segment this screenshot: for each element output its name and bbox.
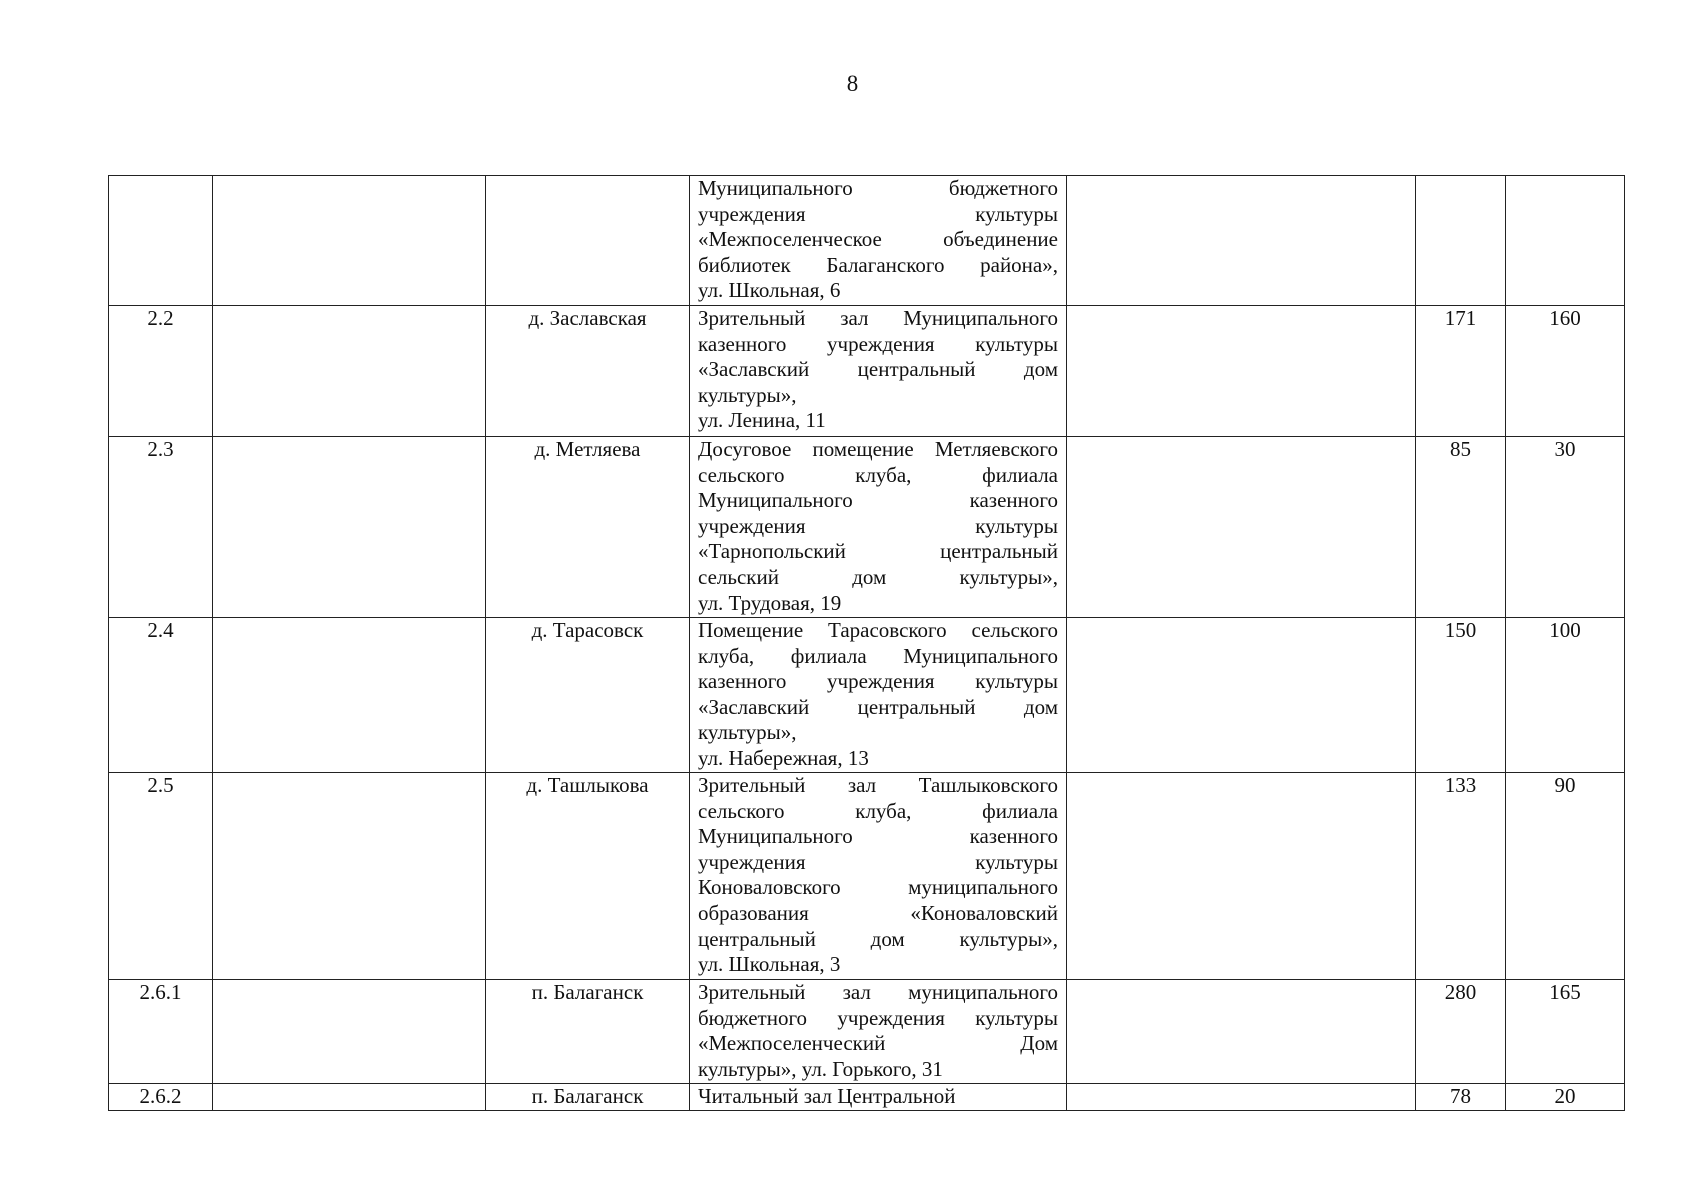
venue-text-line: Коноваловского муниципального xyxy=(698,875,1058,900)
district-cell xyxy=(213,618,486,773)
seats-cell: 90 xyxy=(1506,773,1625,980)
venue-text-line: ул. Ленина, 11 xyxy=(698,408,826,433)
note-cell xyxy=(1067,306,1416,437)
row-number-cell: 2.5 xyxy=(109,773,213,980)
table-row xyxy=(109,437,1625,618)
capacity-cell: 150 xyxy=(1416,618,1506,773)
venue-text-line: Зрительный зал муниципального xyxy=(698,980,1058,1004)
settlement-cell: д. Тарасовск xyxy=(486,618,690,773)
table-row xyxy=(109,176,1625,306)
seats-cell: 100 xyxy=(1506,618,1625,773)
venue-text-line: сельский дом культуры», xyxy=(698,564,1058,589)
venue-text-line: культуры», ул. Горького, 31 xyxy=(698,1056,943,1081)
venue-text-line: «Заславский центральный дом xyxy=(698,357,1058,382)
note-cell xyxy=(1067,618,1416,773)
district-cell xyxy=(213,306,486,437)
table-row xyxy=(109,1084,1625,1111)
venue-text-line: бюджетного учреждения культуры xyxy=(698,1005,1058,1030)
venue-cell xyxy=(690,618,1067,773)
venues-table xyxy=(108,175,1625,1111)
venue-text-line: «Заславский центральный дом xyxy=(698,694,1058,719)
venue-text-line: «Межпоселенческий Дом xyxy=(698,1031,1058,1056)
district-cell xyxy=(213,773,486,980)
venue-text-line: Досуговое помещение Метляевского xyxy=(698,437,1058,461)
note-cell xyxy=(1067,176,1416,306)
venue-text-line: ул. Трудовая, 19 xyxy=(698,590,842,615)
row-number-cell: 2.6.1 xyxy=(109,980,213,1084)
settlement-cell: п. Балаганск xyxy=(486,1084,690,1111)
settlement-cell: д. Метляева xyxy=(486,437,690,618)
row-number-cell xyxy=(109,176,213,306)
venue-text-line: культуры», xyxy=(698,720,797,745)
venue-text-line: ул. Школьная, 3 xyxy=(698,952,841,977)
table-row xyxy=(109,980,1625,1084)
seats-cell: 165 xyxy=(1506,980,1625,1084)
venue-text-line: казенного учреждения культуры xyxy=(698,331,1058,356)
row-number-cell: 2.3 xyxy=(109,437,213,618)
note-cell xyxy=(1067,1084,1416,1111)
table-row xyxy=(109,773,1625,980)
venue-cell xyxy=(690,306,1067,437)
capacity-cell xyxy=(1416,176,1506,306)
venue-cell xyxy=(690,773,1067,980)
venue-text-line: ул. Набережная, 13 xyxy=(698,745,869,770)
venue-text-line: «Тарнопольский центральный xyxy=(698,539,1058,564)
page-number: 8 xyxy=(846,71,859,96)
venue-cell xyxy=(690,176,1067,306)
venue-text-line: Зрительный зал Ташлыковского xyxy=(698,773,1058,797)
venue-text-line: библиотек Балаганского района», xyxy=(698,252,1058,277)
venue-text-line: Зрительный зал Муниципального xyxy=(698,306,1058,330)
venue-text-line: ул. Школьная, 6 xyxy=(698,278,841,303)
capacity-cell: 133 xyxy=(1416,773,1506,980)
capacity-cell: 171 xyxy=(1416,306,1506,437)
capacity-cell: 85 xyxy=(1416,437,1506,618)
venue-text-line: клуба, филиала Муниципального xyxy=(698,643,1058,668)
venue-text-line: культуры», xyxy=(698,382,797,407)
venue-text-line: сельского клуба, филиала xyxy=(698,462,1058,487)
row-number-cell: 2.6.2 xyxy=(109,1084,213,1111)
venue-cell xyxy=(690,1084,1067,1111)
settlement-cell: д. Заславская xyxy=(486,306,690,437)
venue-text-line: Помещение Тарасовского сельского xyxy=(698,618,1058,642)
seats-cell: 30 xyxy=(1506,437,1625,618)
venue-cell xyxy=(690,437,1067,618)
note-cell xyxy=(1067,437,1416,618)
venue-text-line: «Межпоселенческое объединение xyxy=(698,227,1058,252)
venue-text-line: Муниципального бюджетного xyxy=(698,176,1058,200)
venue-text-line: учреждения культуры xyxy=(698,513,1058,538)
table-row xyxy=(109,306,1625,437)
venue-text-line: центральный дом культуры», xyxy=(698,926,1058,951)
venue-text-line: учреждения культуры xyxy=(698,201,1058,226)
capacity-cell: 280 xyxy=(1416,980,1506,1084)
seats-cell xyxy=(1506,176,1625,306)
note-cell xyxy=(1067,980,1416,1084)
district-cell xyxy=(213,1084,486,1111)
table-row xyxy=(109,618,1625,773)
seats-cell: 160 xyxy=(1506,306,1625,437)
venue-text-line: Муниципального казенного xyxy=(698,488,1058,513)
district-cell xyxy=(213,176,486,306)
venue-text-line: образования «Коноваловский xyxy=(698,900,1058,925)
venue-text-line: казенного учреждения культуры xyxy=(698,669,1058,694)
settlement-cell: п. Балаганск xyxy=(486,980,690,1084)
note-cell xyxy=(1067,773,1416,980)
district-cell xyxy=(213,980,486,1084)
venue-cell xyxy=(690,980,1067,1084)
table-body xyxy=(109,176,1625,1111)
venue-text-line: Читальный зал Центральной xyxy=(698,1084,956,1108)
settlement-cell: д. Ташлыкова xyxy=(486,773,690,980)
row-number-cell: 2.2 xyxy=(109,306,213,437)
venue-text-line: сельского клуба, филиала xyxy=(698,798,1058,823)
venue-text-line: Муниципального казенного xyxy=(698,824,1058,849)
capacity-cell: 78 xyxy=(1416,1084,1506,1111)
seats-cell: 20 xyxy=(1506,1084,1625,1111)
settlement-cell xyxy=(486,176,690,306)
row-number-cell: 2.4 xyxy=(109,618,213,773)
venue-text-line: учреждения культуры xyxy=(698,849,1058,874)
district-cell xyxy=(213,437,486,618)
